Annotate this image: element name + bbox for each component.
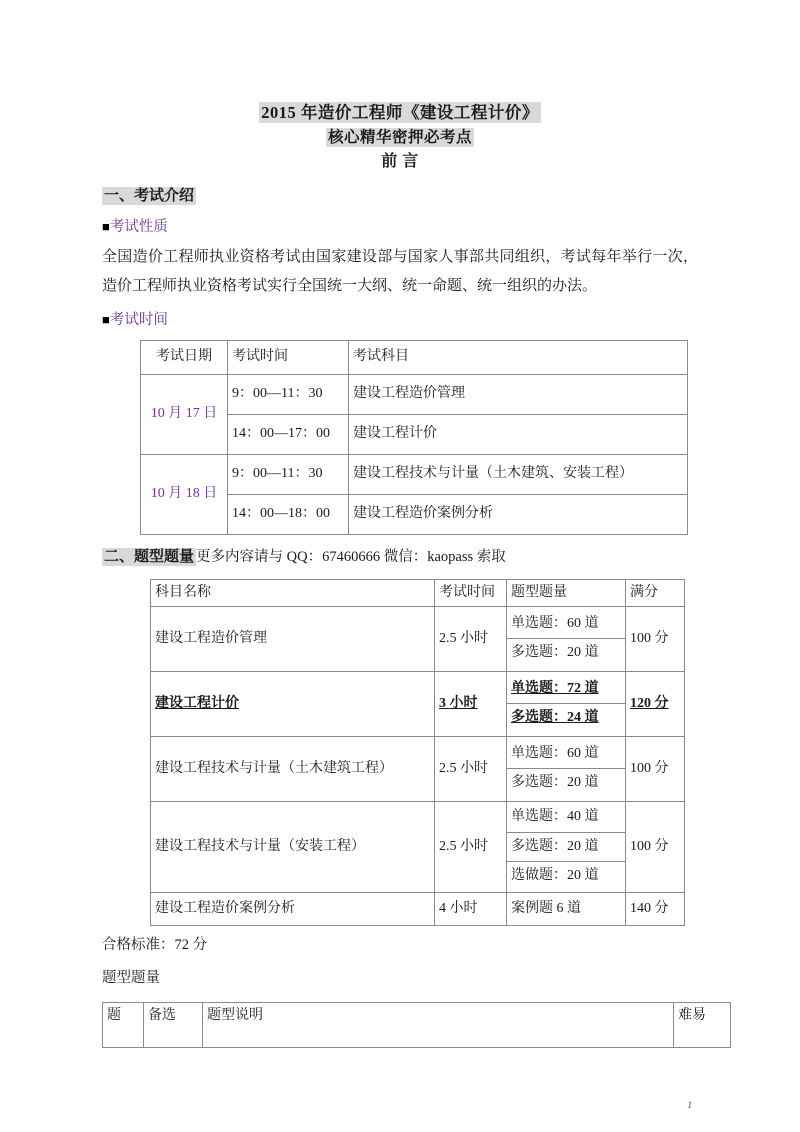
cell-exam-time: 9：00—11：30 [228,454,349,494]
question-type-sublist [507,740,625,798]
question-types-table [102,1002,731,1048]
question-types-label: 题型题量 [102,969,160,986]
doc-title-line-1-text: 2015 年造价工程师《建设工程计价》 [261,103,539,122]
cell-full-score: 120 分 [626,671,685,736]
doc-title-line-3 [102,150,698,175]
doc-title-line-3-text: 前 言 [381,152,419,170]
cell-exam-subject: 建设工程计价 [349,414,688,454]
cell-full-score: 100 分 [626,736,685,801]
subheading-exam-time [102,310,698,332]
section-two-heading-text: 二、题型题量 [104,548,195,565]
header-cell-options: 备选 [144,1002,203,1047]
cell-duration: 4 小时 [435,892,507,925]
header-cell-difficulty: 难易 [674,1002,731,1047]
subheading-exam-nature-label: 考试性质 [109,218,168,235]
cell-exam-subject: 建设工程技术与计量（土木建筑、安装工程） [349,454,688,494]
table-header-row [151,579,685,606]
cell-question-type: 单选题：72 道 [507,675,625,704]
page-number: 1 [687,1100,692,1110]
pass-standard-line: 合格标准：72 分 [102,936,208,953]
table-row [141,374,688,414]
black-square-icon: ■ [102,218,110,234]
cell-full-score: 140 分 [626,892,685,925]
cell-exam-date: 10 月 18 日 [141,454,228,534]
cell-exam-date: 10 月 17 日 [141,374,228,454]
cell-exam-time: 14：00—17：00 [228,414,349,454]
subheading-exam-time-label: 考试时间 [109,312,168,329]
cell-question-type: 多选题：24 道 [511,710,599,726]
question-type-sublist [507,803,625,890]
section-one-heading-text: 一、考试介绍 [104,188,195,205]
exam-nature-paragraph: 全国造价工程师执业资格考试由国家建设部与国家人事部共同组织，考试每年举行一次，造价工程师执业资格考试实行全国统一大纲、统一命题、统一组织的办法。 [102,248,698,294]
cell-subject-name: 建设工程计价 [151,671,435,736]
cell-subject-name: 建设工程造价管理 [151,606,435,671]
doc-title-line-1 [102,100,698,126]
header-cell-subject: 考试科目 [349,340,688,374]
header-cell-time: 考试时间 [228,340,349,374]
section-two-heading [102,546,698,569]
cell-duration: 2.5 小时 [435,801,507,892]
question-type-sublist [507,610,625,668]
table-row [151,801,685,892]
cell-question-type: 多选题：20 道 [507,832,625,861]
cell-duration: 2.5 小时 [435,606,507,671]
table-row [151,736,685,801]
exam-schedule-table [140,340,688,535]
table-row [151,606,685,671]
header-cell-duration: 考试时间 [435,579,507,606]
header-cell-date: 考试日期 [141,340,228,374]
cell-exam-subject: 建设工程造价管理 [349,374,688,414]
table-row [141,454,688,494]
section-one-heading [102,185,698,208]
doc-title-line-2 [102,126,698,150]
cell-exam-time: 9：00—11：30 [228,374,349,414]
table-row [151,892,685,925]
cell-question-type: 单选题：60 道 [507,740,625,769]
document-title-block [102,100,698,174]
black-square-icon: ■ [102,312,110,328]
table-header-row [141,340,688,374]
cell-duration: 2.5 小时 [435,736,507,801]
cell-subject-name: 建设工程造价案例分析 [151,892,435,925]
header-cell-subject-name: 科目名称 [151,579,435,606]
cell-full-score: 100 分 [626,606,685,671]
question-type-sublist [507,675,625,733]
cell-full-score: 100 分 [626,801,685,892]
cell-question-type: 多选题：20 道 [511,775,599,791]
table-header-row [103,1002,731,1047]
cell-question-type: 单选题：60 道 [507,610,625,639]
exam-structure-table [150,579,685,926]
doc-title-line-2-text: 核心精华密押必考点 [327,128,472,146]
cell-exam-subject: 建设工程造价案例分析 [349,494,688,534]
cell-duration: 3 小时 [435,671,507,736]
header-cell-full-score: 满分 [626,579,685,606]
cell-subject-name: 建设工程技术与计量（土木建筑工程） [151,736,435,801]
section-two-heading-tail: 更多内容请与 QQ：67460666 微信：kaopass 索取 [196,548,506,565]
cell-question-type: 案例题 6 道 [507,892,626,925]
subheading-exam-nature [102,217,698,239]
cell-question-type: 单选题：40 道 [507,803,625,832]
cell-question-type: 多选题：20 道 [511,645,599,661]
cell-subject-name: 建设工程技术与计量（安装工程） [151,801,435,892]
cell-question-type: 选做题：20 道 [511,868,599,884]
header-cell-question: 题 [103,1002,144,1047]
header-cell-question-types: 题型题量 [507,579,626,606]
header-cell-description: 题型说明 [203,1002,674,1047]
cell-exam-time: 14：00—18：00 [228,494,349,534]
table-row-highlighted [151,671,685,736]
